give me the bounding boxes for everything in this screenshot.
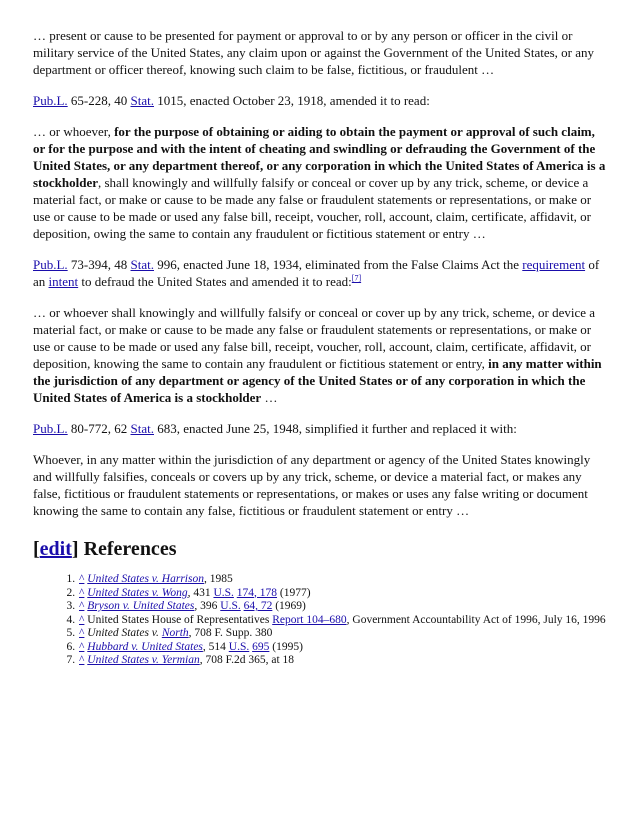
us-reports-link[interactable]: U.S. bbox=[228, 640, 250, 653]
citation-text: , 396 bbox=[194, 600, 221, 612]
reference-item bbox=[78, 641, 608, 655]
us-reports-link[interactable]: U.S. bbox=[220, 600, 241, 612]
bracket-close: ] bbox=[71, 538, 79, 560]
backlink-caret[interactable]: ^ bbox=[79, 627, 85, 639]
quote-bold: in any matter within the jurisdiction of any department or agency of the United States or of any corporation in which the United States of America is a stockholder bbox=[33, 356, 602, 405]
amendment-text: of an bbox=[33, 257, 600, 289]
citation-text: (1995) bbox=[269, 640, 303, 653]
publ-link[interactable]: Pub.L. bbox=[33, 421, 68, 436]
backlink-caret[interactable]: ^ bbox=[79, 613, 85, 626]
amendment-text: 996, enacted June 18, 1934, eliminated from the False Claims Act the bbox=[154, 257, 523, 272]
amendment-1918 bbox=[33, 92, 608, 109]
law-number: 65-228, 40 bbox=[67, 93, 131, 108]
quote-original-text: … present or cause to be presented for payment or approval to or by any person or officer in the civil or military service of the United States, any claim upon or against the Government of the United States, or any department or officer thereof, knowing such claim to be false, fictitious, or fraudulent … bbox=[33, 28, 595, 77]
citation-text: (1969) bbox=[272, 600, 306, 612]
case-link[interactable]: United States v. Wong bbox=[87, 586, 188, 599]
report-link[interactable]: Report 104–680 bbox=[272, 613, 347, 626]
citation-text: , Government Accountability Act of 1996, July 16, 1996 bbox=[346, 613, 606, 626]
edit-link[interactable]: edit bbox=[39, 538, 72, 560]
quote-lead: … or whoever shall knowingly and willfully falsify or conceal or cover up by any trick, scheme, or device a material fact, or make or cause to be made any false or fraudulent statements or representations, or make or use or cause to be made or used any false bill, receipt, voucher, roll, account, claim, certificate, affidavit, or deposition, knowing the same to contain any fraudulent or fictitious statement or entry, bbox=[33, 305, 596, 371]
case-link[interactable]: Bryson v. United States bbox=[87, 600, 195, 612]
publ-link[interactable]: Pub.L. bbox=[33, 257, 68, 272]
law-number: 73-394, 48 bbox=[67, 257, 131, 272]
quote-1934-text bbox=[33, 304, 608, 406]
citation-text: United States House of Representatives bbox=[87, 613, 273, 626]
quote-1918-text bbox=[33, 123, 608, 242]
reference-item bbox=[78, 587, 608, 601]
amendment-text: 1015, enacted October 23, 1918, amended it to read: bbox=[154, 93, 430, 108]
reference-item bbox=[78, 614, 608, 628]
stat-link[interactable]: Stat. bbox=[130, 257, 154, 272]
stat-link[interactable]: Stat. bbox=[130, 421, 154, 436]
amendment-text: 683, enacted June 25, 1948, simplified it further and replaced it with: bbox=[154, 421, 517, 436]
amendment-1948 bbox=[33, 420, 608, 437]
backlink-caret[interactable]: ^ bbox=[79, 586, 85, 599]
case-link[interactable]: Hubbard v. United States bbox=[87, 640, 203, 653]
footnote-link[interactable]: [7] bbox=[351, 273, 362, 283]
citation-text: , 708 F. Supp. 380 bbox=[188, 627, 273, 639]
reference-item bbox=[78, 654, 608, 668]
backlink-caret[interactable]: ^ bbox=[79, 573, 85, 585]
pages-link[interactable]: 695 bbox=[252, 640, 270, 653]
article-body bbox=[33, 27, 608, 668]
references-list bbox=[33, 573, 608, 668]
stat-link[interactable]: Stat. bbox=[130, 93, 154, 108]
quote-tail: , shall knowingly and willfully falsify or conceal or cover up by any trick, scheme, or device a material fact, or make or cause to be made any false or fraudulent statements or representations, or make or use or cause to be made or used any false bill, receipt, voucher, roll, account, claim, certificate, affidavit, or deposition, owing the same to contain any fraudulent or fictitious statement or entry … bbox=[33, 175, 592, 241]
case-link[interactable]: North bbox=[161, 627, 189, 639]
references-title: References bbox=[78, 538, 177, 560]
reference-item bbox=[78, 573, 608, 587]
amendment-text: to defraud the United States and amended it to read: bbox=[78, 274, 352, 289]
backlink-caret[interactable]: ^ bbox=[79, 600, 85, 612]
law-number: 80-772, 62 bbox=[67, 421, 131, 436]
amendment-1934 bbox=[33, 256, 608, 290]
quote-tail: … bbox=[261, 390, 278, 405]
citation-text: , 431 bbox=[187, 586, 214, 599]
quote-1948-text: Whoever, in any matter within the jurisdiction of any department or agency of the United States knowingly and willfully falsifies, conceals or covers up by any trick, scheme, or device a material fact, or makes any false, fictitious or fraudulent statements or representations, or makes or uses any false writing or document knowing the same to contain any false, fictitious or fraudulent statement or entry … bbox=[33, 452, 591, 518]
reference-item bbox=[78, 600, 608, 614]
quote-lead: … or whoever, bbox=[33, 124, 115, 139]
citation-text: United States v. bbox=[87, 627, 162, 639]
publ-link[interactable]: Pub.L. bbox=[33, 93, 68, 108]
intent-link[interactable]: intent bbox=[48, 274, 79, 289]
references-heading bbox=[33, 537, 608, 561]
case-link[interactable]: United States v. Harrison bbox=[87, 573, 204, 585]
citation-text: , 514 bbox=[202, 640, 229, 653]
backlink-caret[interactable]: ^ bbox=[79, 654, 85, 666]
us-reports-link[interactable]: U.S. bbox=[213, 586, 234, 599]
citation-text: , 1985 bbox=[203, 573, 233, 585]
case-link[interactable]: United States v. Yermian bbox=[87, 654, 200, 666]
pages-link[interactable]: 64, 72 bbox=[243, 600, 273, 612]
reference-item bbox=[78, 627, 608, 641]
citation-text: (1977) bbox=[277, 586, 311, 599]
backlink-caret[interactable]: ^ bbox=[79, 640, 85, 653]
requirement-link[interactable]: requirement bbox=[522, 257, 586, 272]
bracket-open: [ bbox=[33, 538, 40, 560]
pages-link[interactable]: 174, 178 bbox=[236, 586, 278, 599]
citation-text: , 708 F.2d 365, at 18 bbox=[199, 654, 295, 666]
quote-bold: for the purpose of obtaining or aiding to obtain the payment or approval of such claim, or for the purpose and with the intent of cheating and swindling or defrauding the Government of the United States, or any department thereof, or any corporation in which the United States of America is a stockholder bbox=[33, 124, 606, 190]
